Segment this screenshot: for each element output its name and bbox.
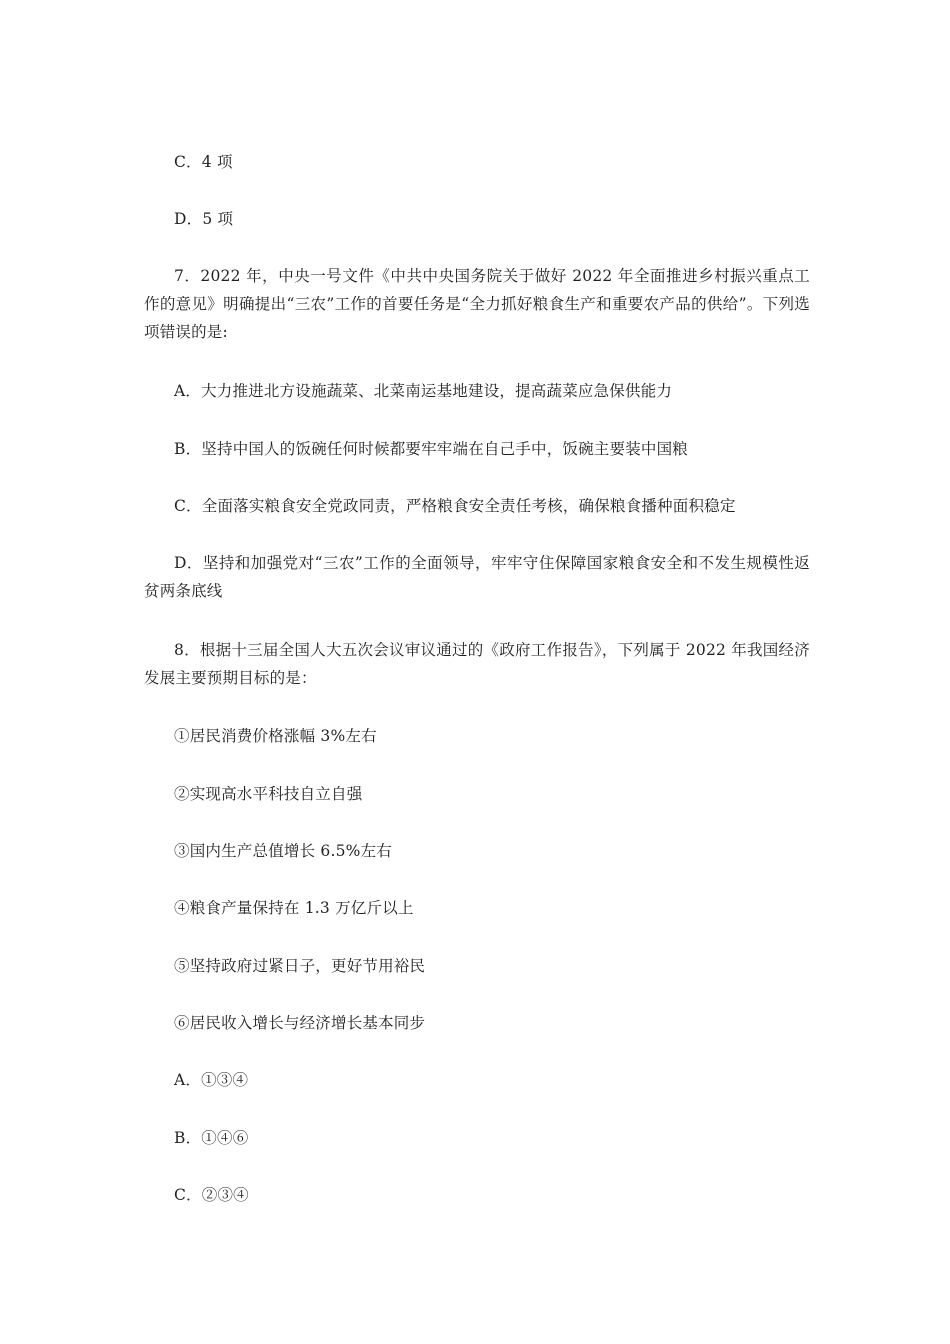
q7-option-b: B．坚持中国人的饭碗任何时候都要牢牢端在自己手中，饭碗主要装中国粮 <box>174 440 688 458</box>
q8-option-c: C．②③④ <box>174 1186 249 1204</box>
q8-item-6: ⑥居民收入增长与经济增长基本同步 <box>174 1014 426 1032</box>
q8-option-b: B．①④⑥ <box>174 1129 249 1147</box>
q8-item-3: ③国内生产总值增长 6.5%左右 <box>174 842 393 860</box>
q8-item-5: ⑤坚持政府过紧日子，更好节用裕民 <box>174 957 426 975</box>
q6-option-c: C．4 项 <box>174 153 233 171</box>
q8-option-a: A．①③④ <box>174 1071 249 1089</box>
q8-item-1: ①居民消费价格涨幅 3%左右 <box>174 727 377 745</box>
q8-stem: 8．根据十三届全国人大五次会议审议通过的《政府工作报告》，下列属于 2022 年我国经济发展主要预期目标的是： <box>144 641 810 687</box>
q8-item-2: ②实现高水平科技自立自强 <box>174 785 363 803</box>
q7-option-a: A．大力推进北方设施蔬菜、北菜南运基地建设，提高蔬菜应急保供能力 <box>174 382 673 400</box>
q7-option-c: C．全面落实粮食安全党政同责，严格粮食安全责任考核，确保粮食播种面积稳定 <box>174 497 736 515</box>
q8-item-4: ④粮食产量保持在 1.3 万亿斤以上 <box>174 899 414 917</box>
q7-option-d: D．坚持和加强党对“三农”工作的全面领导，牢牢守住保障国家粮食安全和不发生规模性返贫两条底线 <box>144 554 810 600</box>
q7-stem: 7．2022 年，中央一号文件《中共中央国务院关于做好 2022 年全面推进乡村振兴重点工作的意见》明确提出“三农”工作的首要任务是“全力抓好粮食生产和重要农产品的供给”。下列选项错误的是: <box>144 267 810 341</box>
q6-option-d: D．5 项 <box>174 210 234 228</box>
